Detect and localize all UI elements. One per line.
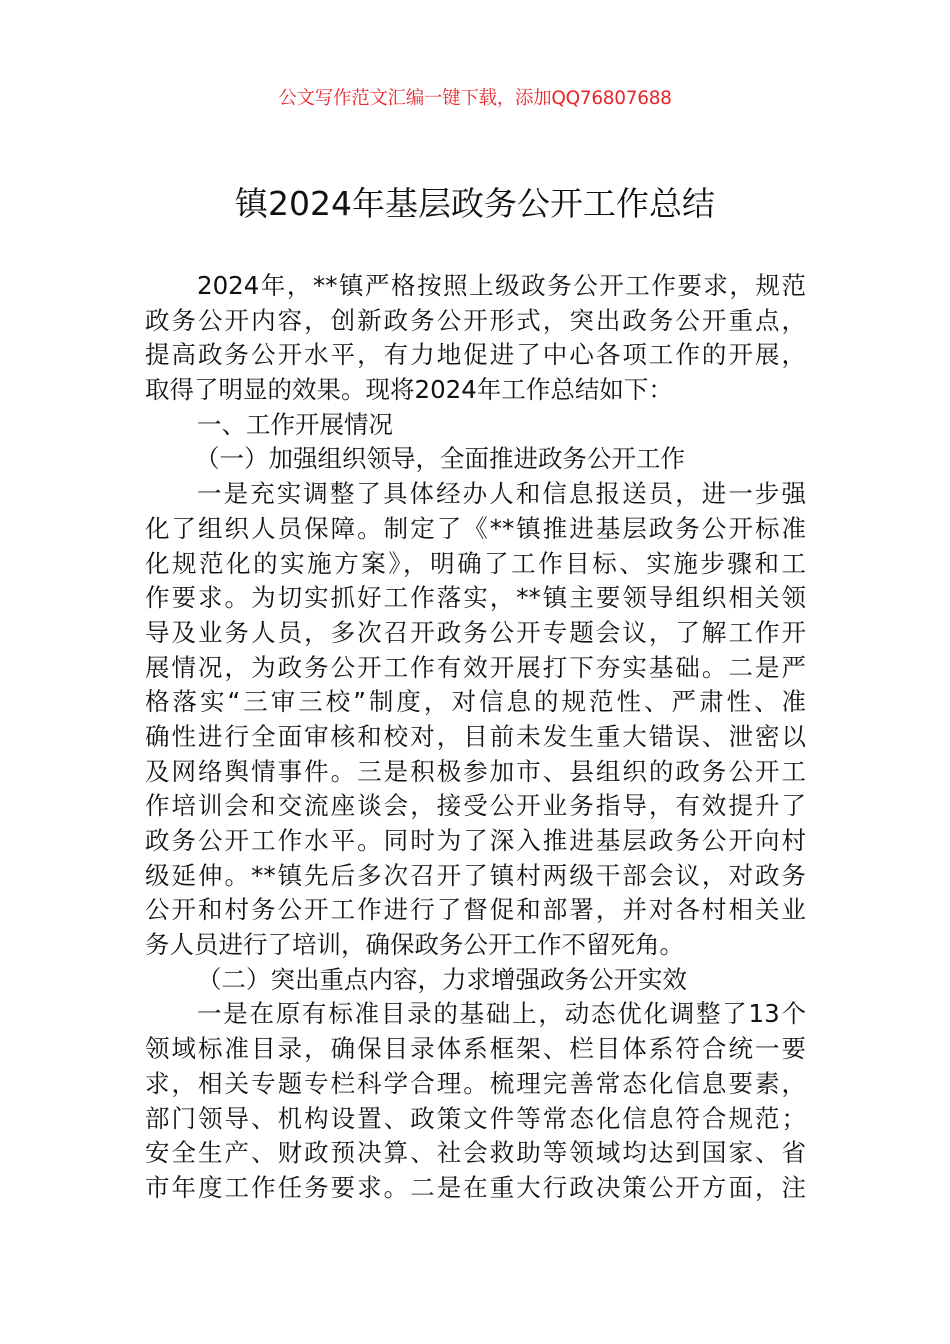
section-heading: （一）加强组织领导，全面推进政务公开工作 <box>195 444 685 474</box>
paragraph-line: 政务公开工作水平。同时为了深入推进基层政务公开向村 <box>145 826 806 855</box>
paragraph-line: 级延伸。**镇先后多次召开了镇村两级干部会议，对政务 <box>145 860 806 890</box>
paragraph-line: 领域标准目录，确保目录体系框架、栏目体系符合统一要 <box>145 1034 806 1064</box>
paragraph-line: 安全生产、财政预决算、社会救助等领域均达到国家、省 <box>145 1138 806 1168</box>
paragraph-line: 导及业务人员，多次召开政务公开专题会议，了解工作开 <box>145 617 806 647</box>
paragraph-line: 市年度工作任务要求。二是在重大行政决策公开方面，注 <box>145 1172 806 1202</box>
paragraph-line: 化规范化的实施方案》，明确了工作目标、实施步骤和工 <box>145 548 806 578</box>
paragraph-line: 取得了明显的效果。现将2024年工作总结如下： <box>145 375 673 405</box>
paragraph-line: 作要求。为切实抓好工作落实，**镇主要领导组织相关领 <box>145 583 806 613</box>
paragraph-line: 务人员进行了培训，确保政务公开工作不留死角。 <box>145 930 684 960</box>
paragraph-line: 格落实“三审三校”制度，对信息的规范性、严肃性、准 <box>145 687 806 717</box>
paragraph-line: 及网络舆情事件。三是积极参加市、县组织的政务公开工 <box>145 756 806 786</box>
document-title: 镇2024年基层政务公开工作总结 <box>235 184 715 223</box>
paragraph-line: 作培训会和交流座谈会，接受公开业务指导，有效提升了 <box>145 791 806 821</box>
watermark-banner: 公文写作范文汇编一键下载，添加QQ76807688 <box>278 88 672 109</box>
paragraph-line: 一是充实调整了具体经办人和信息报送员，进一步强 <box>197 479 806 509</box>
paragraph-line: 政务公开内容，创新政务公开形式，突出政务公开重点， <box>145 305 806 335</box>
paragraph-line: 化了组织人员保障。制定了《**镇推进基层政务公开标准 <box>145 513 806 543</box>
paragraph-line: 一是在原有标准目录的基础上，动态优化调整了13个 <box>197 999 806 1029</box>
paragraph-line: 求，相关专题专栏科学合理。梳理完善常态化信息要素， <box>145 1068 806 1098</box>
section-heading: 一、工作开展情况 <box>197 409 393 439</box>
section-heading: （二）突出重点内容，力求增强政务公开实效 <box>197 964 687 994</box>
document-body <box>145 269 806 1206</box>
paragraph-line: 提高政务公开水平，有力地促进了中心各项工作的开展， <box>145 340 806 370</box>
paragraph-line: 2024年，**镇严格按照上级政务公开工作要求，规范 <box>197 271 806 300</box>
paragraph-line: 公开和村务公开工作进行了督促和部署，并对各村相关业 <box>145 895 806 925</box>
paragraph-line: 确性进行全面审核和校对，目前未发生重大错误、泄密以 <box>145 721 806 751</box>
paragraph-line: 部门领导、机构设置、政策文件等常态化信息符合规范； <box>145 1103 806 1133</box>
paragraph-line: 展情况，为政务公开工作有效开展打下夯实基础。二是严 <box>145 652 806 682</box>
